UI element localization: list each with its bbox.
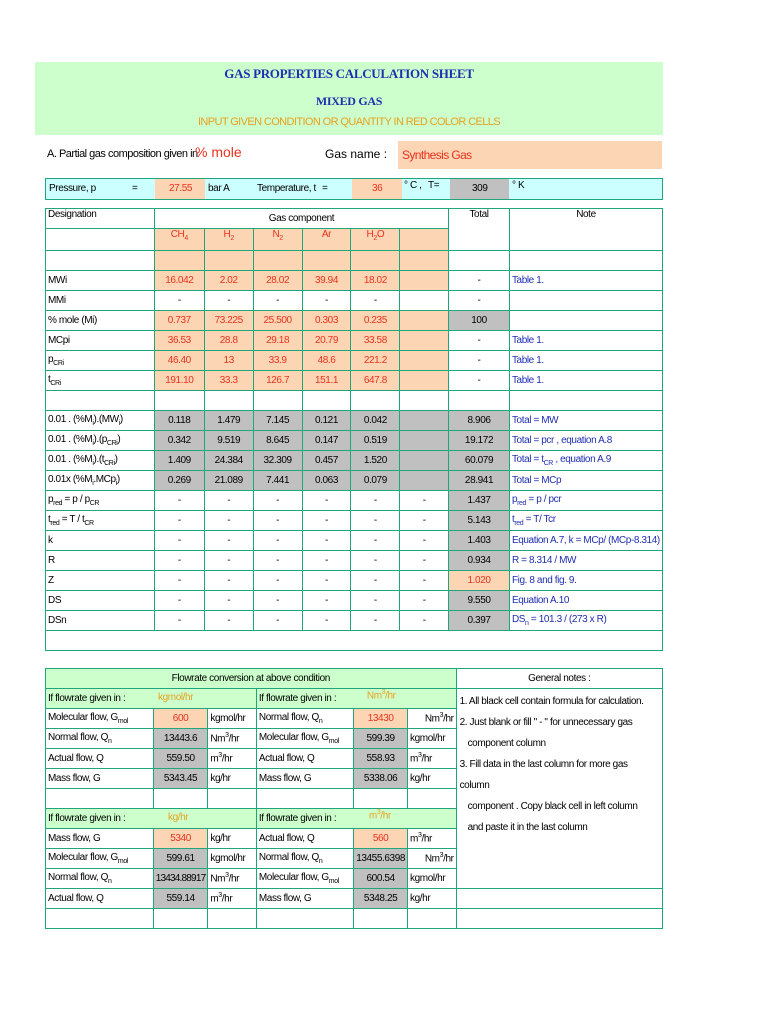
table-row: $p_{CRi}$ 46.40 13 33.9 48.6 221.2 - Table 1. [46,351,663,371]
designation-header: Designation [46,209,155,229]
t-label: T= [428,180,440,191]
note-header: Note [509,209,662,251]
gas-name-value: Synthesis Gas [402,148,472,162]
flow-row: Actual flow, Q 559.14 $m^3/hr$ Mass flow, G 5348.25 kg/hr [46,889,663,909]
composition-label: A. Partial gas composition given in [47,148,198,160]
general-notes: 1. All black cell contain formula for calculation. 2. Just blank or fill " - " for unnecessary gas component column 3. Fill data in the last column for more gas column component . Copy black cell in left column and paste it in the last column [456,689,662,889]
pressure-eq: = [132,183,138,194]
flow-row: Actual flow, Q 559.50 $m^3/hr$ Actual flow, Q 558.93 $m^3/hr$ [46,749,663,769]
flow-row: Mass flow, G 5343.45 kg/hr Mass flow, G 5338.06 kg/hr [46,769,663,789]
gas-component-table [45,208,663,651]
composition-unit: % mole [195,144,242,160]
temperature-eq: = [322,183,328,194]
table-row: $p_{red} = p / p_{CR}$ - - - - - - 1.437 $p_{red} = p$ / pcr [46,491,663,511]
table-header-row [46,209,663,229]
component-h2[interactable]: $H_2$ [204,229,253,251]
input-instruction: INPUT GIVEN CONDITION OR QUANTITY IN RED COLOR CELLS [197,116,501,128]
spacer-row [46,391,663,411]
pressure-label: Pressure, p [49,183,96,194]
page-title: GAS PROPERTIES CALCULATION SHEET [224,66,474,81]
composition-row [45,141,663,169]
conditions-row [45,178,663,200]
table-row: k - - - - - - 1.403 Equation A.7, k = MCp/ (MCp-8.314) [46,531,663,551]
temperature-value: 36 [372,183,383,194]
pressure-value: 27.55 [169,183,193,194]
flow-row: Molecular flow, $G_{mol}$ 599.61 kgmol/hr Normal flow, $Q_n$ 13455.6398 Nm$^3$/hr [46,849,663,869]
flow-section-title: Flowrate conversion at above condition [46,669,457,689]
temperature-label: Temperature, t [257,183,316,194]
t-unit: ° K [512,180,525,191]
table-row: Z - - - - - - 1.020 Fig. 8 and fig. 9. [46,571,663,591]
total-header: Total [449,209,510,251]
component-ch4[interactable]: $CH_4$ [154,229,204,251]
spacer-row [46,251,663,271]
general-notes-title: General notes : [456,669,662,689]
z-input[interactable]: 1.020 [449,571,510,591]
table-row: DS - - - - - - 9.550 Equation A.10 [46,591,663,611]
pressure-field[interactable] [155,179,205,199]
t-kelvin-cell [450,179,509,199]
table-row: % mole (Mi) 0.737 73.225 25.500 0.303 0.235 100 [46,311,663,331]
table-row: MCpi 36.53 28.8 29.18 20.79 33.58 - Table 1. [46,331,663,351]
temperature-field[interactable] [352,179,402,199]
block1-right-unit[interactable]: Nm$^3$/hr [366,689,396,702]
component-extra[interactable] [400,229,449,251]
t-value: 309 [472,183,488,194]
flow-row: Normal flow, $Q_n$ 13434.88917 Nm$^3$/hr Molecular flow, $G_{mol}$ 600.54 kgmol/hr [46,869,663,889]
gas-name-field[interactable] [398,141,662,169]
component-n2[interactable]: $N_2$ [253,229,302,251]
pressure-unit: bar A [208,183,230,194]
block2-left-unit[interactable]: kg/hr [168,812,189,823]
table-row: MMi - - - - - - [46,291,663,311]
block2-right-unit[interactable]: $m^3/hr$ [368,809,391,822]
flow-row: Molecular flow, $G_{mol}$ 600 kgmol/hr Normal flow, $Q_n$ 13430 Nm$^3$/hr [46,709,663,729]
table-row: $t_{red} = T / t_{CR}$ - - - - - - 5.143 $t_{red} = T/$ Tcr [46,511,663,531]
table-row: 0.01x $(\%M_i.MCp_i)$ 0.269 21.089 7.441 0.063 0.079 28.941 Total = MCp [46,471,663,491]
table-row: 0.01 . $(\%M_i).(MW_i)$ 0.118 1.479 7.145 0.121 0.042 8.906 Total = MW [46,411,663,431]
spacer-row [46,631,663,651]
row-label: MWi [46,271,155,291]
flow-conversion-table: Flowrate conversion at above condition General notes : If flowrate given in : kgmol/hr If flowrate given in : Nm$^3$/hr 1. All black cell contain formula for calculation. 2. Just blank or fill " - " for unnecessary gas component column 3. Fill data in the last column for more gas column component . Copy black cell in left column and paste it in the last column Molecular flow, $G_{mol}$ 600 kgmol/hr Normal flow, $Q_n$ 13430 Nm$^3$/hr Normal flow, $Q_n$ 13443.6 Nm$^3$/hr Molecular flow, $G_{mol}$ 599.39 kgmol/hr Actual flow, Q 559.50 $m^3/hr$ Actual flow, Q 558.93 $m^3/hr$ Mass flow, G 5343.45 kg/hr Mass flow, G 5338.06 kg/hr If flowrate given in : kg/hr If flowrate given in : $m^3/hr$ Mass flow, G 5340 kg/hr Actual flow, Q 560 $m^3/hr$ Molecular flow, $G_{mol}$ 599.61 kgmol/hr Normal flow, $Q_n$ 13455.6398 Nm$^3$/hr Normal flow, $Q_n$ 13434.88917 Nm$^3$/hr Molecular flow, $G_{mol}$ 600.54 kgmol/hr Actual flow, Q 559.14 $m^3/hr$ Mass flow, G 5348.25 kg/hr [45,668,663,929]
flow-row: Mass flow, G 5340 kg/hr Actual flow, Q 560 $m^3/hr$ [46,829,663,849]
gas-name-label: Gas name : [325,147,388,161]
table-row: MWi 16.042 2.02 28.02 39.94 18.02 - Table 1. [46,271,663,291]
gas-component-header: Gas component [154,209,448,229]
table-row: DSn - - - - - - 0.397 $DS_n = 101.3 / (273$ x R) [46,611,663,631]
header-band [35,62,663,135]
table-row: 0.01 . $(\%M_i).(p_{CRi})$ 0.342 9.519 8.645 0.147 0.519 19.172 Total = pcr , equation A.8 [46,431,663,451]
table-row: R - - - - - - 0.934 R = 8.314 / MW [46,551,663,571]
component-h2o[interactable]: $H_2O$ [351,229,400,251]
table-row: 0.01 . $(\%M_i).(t_{CRi})$ 1.409 24.384 32.309 0.457 1.520 60.079 Total = $t_{CR}$ , equation A.9 [46,451,663,471]
table-row: $t_{CRi}$ 191.10 33.3 126.7 151.1 647.8 - Table 1. [46,371,663,391]
flow-row: Normal flow, $Q_n$ 13443.6 Nm$^3$/hr Molecular flow, $G_{mol}$ 599.39 kgmol/hr [46,729,663,749]
component-ar[interactable]: Ar [302,229,351,251]
page-subtitle: MIXED GAS [315,94,383,108]
block1-left-unit[interactable]: kgmol/hr [158,692,194,703]
temperature-unit: ° C , [404,180,422,191]
